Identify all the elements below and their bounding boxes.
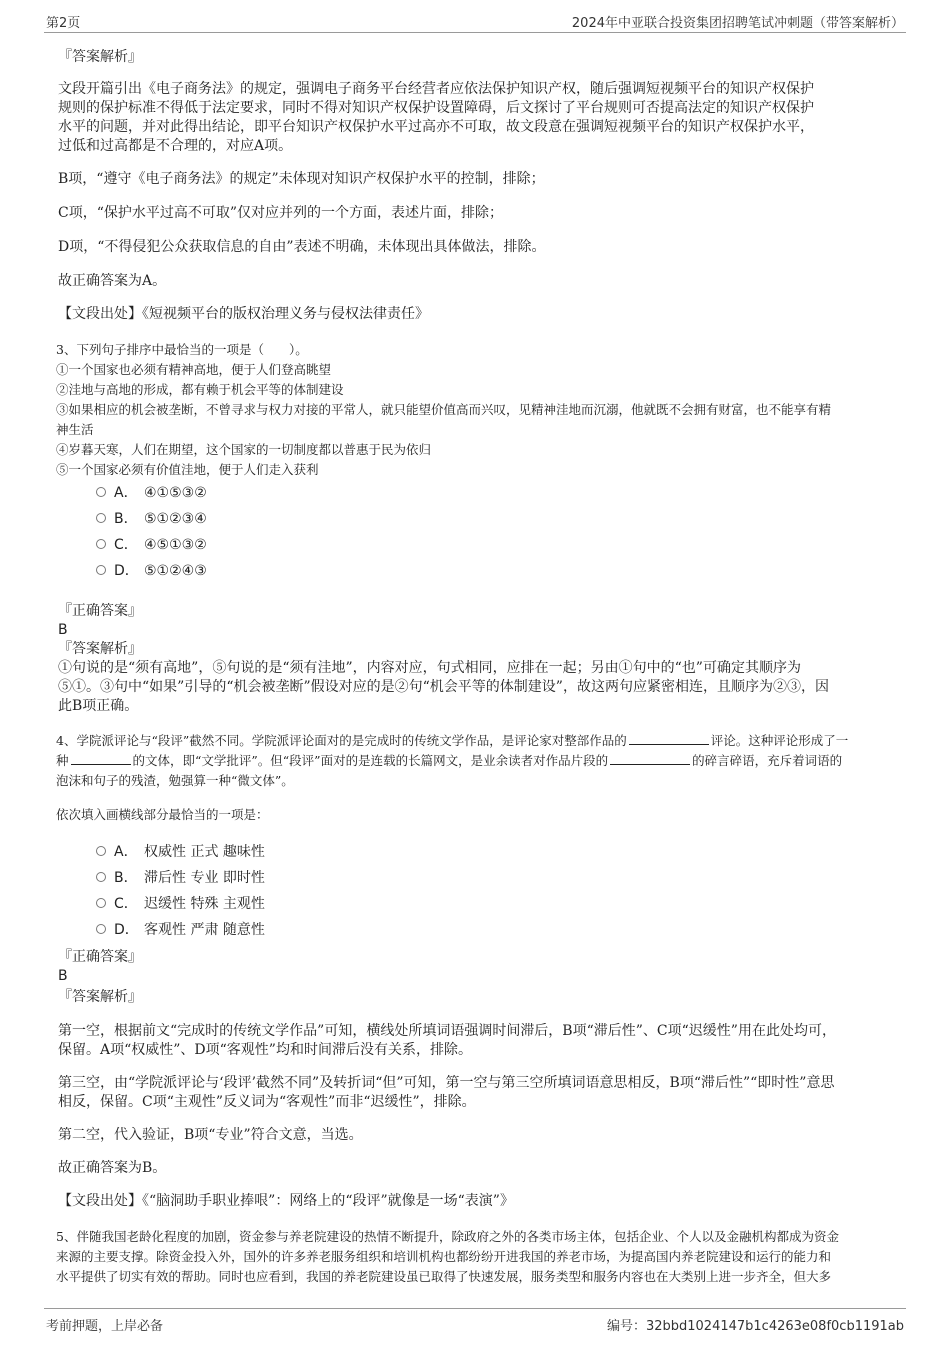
q4-analysis-paragraph-1: 第一空，根据前文“完成时的传统文学作品”可知，横线处所填词语强调时间滞后，B项“滞后性”、C项“迟缓性”用在此处均可， 保留。A项“权威性”、D项“客观性”均和时间滞后没有关系，排除。 — [58, 1023, 836, 1058]
q4-prompt: 依次填入画横线部分最恰当的一项是： — [56, 807, 269, 822]
q5-line-3: 水平提供了切实有效的帮助。同时也应看到，我国的养老院建设虽已取得了快速发展，服务类型和服务内容也在大类别上进一步齐全，但大多 — [56, 1269, 832, 1284]
q4-option-b[interactable]: B． 滞后性 专业 即时性 — [96, 868, 265, 888]
q5-line-1: 5、伴随我国老龄化程度的加剧，资金参与养老院建设的热情不断提升，除政府之外的各类市场主体，包括企业、个人以及金融机构都成为资金 — [56, 1229, 839, 1244]
q2-option-d-analysis: D项，“不得侵犯公众获取信息的自由”表述不明确，未体现出具体做法，排除。 — [58, 239, 546, 255]
blank-1 — [629, 732, 709, 745]
q3-answer-label: 『正确答案』 — [58, 603, 142, 619]
q4-option-c[interactable]: C． 迟缓性 特殊 主观性 — [96, 894, 265, 914]
q2-analysis-line-2: 规则的保护标准不得低于法定要求，同时不得对知识产权保护设置障碍，后文探讨了平台规则可否提高法定的知识产权保护 — [58, 100, 814, 116]
q4-conclusion: 故正确答案为B。 — [58, 1160, 167, 1176]
q4-stem: 4、学院派评论与“段评”截然不同。学院派评论面对的是完成时的传统文学作品，是评论家对整部作品的 评论。这种评论形成了一 种 的文体，即“文学批评”。但“段评”面对的是连载的长篇网文，是业余读者对作品片段的 的碎言碎语，充斥着词语的 泡沫和句子的残渣，勉强算一种“微文体”。 — [56, 733, 849, 788]
q3-analysis-line-1: ①句说的是“须有高地”，⑤句说的是“须有洼地”，内容对应，句式相同，应排在一起；另由①句中的“也”可确定其顺序为 — [58, 660, 801, 676]
q3-sentence-1: ①一个国家也必须有精神高地，便于人们登高眺望 — [56, 362, 332, 377]
radio-icon[interactable] — [96, 487, 106, 497]
q3-sentence-2: ②洼地与高地的形成，都有赖于机会平等的体制建设 — [56, 382, 344, 397]
q4-analysis-paragraph-3: 第二空，代入验证，B项“专业”符合文意，当选。 — [58, 1127, 363, 1143]
page-footer — [44, 1308, 906, 1335]
q3-analysis-label: 『答案解析』 — [58, 641, 142, 657]
q2-option-b-analysis: B项，“遵守《电子商务法》的规定”未体现对知识产权保护水平的控制，排除； — [58, 171, 545, 187]
page-number: 第2页 — [46, 16, 81, 31]
footer-slogan: 考前押题，上岸必备 — [46, 1319, 164, 1334]
q3-option-a[interactable]: A． ④①⑤③② — [96, 483, 207, 503]
q3-sentence-5: ⑤一个国家必须有价值洼地，便于人们走入获利 — [56, 462, 319, 477]
q2-analysis-line-3: 水平的问题，并对此得出结论，即平台知识产权保护水平过高亦不可取，故文段意在强调短视频平台的知识产权保护水平， — [58, 119, 814, 135]
radio-icon[interactable] — [96, 539, 106, 549]
radio-icon[interactable] — [96, 846, 106, 856]
document-code: 编号：32bbd1024147b1c4263e08f0cb1191ab — [606, 1319, 904, 1334]
q4-analysis-paragraph-2: 第三空，由“学院派评论与‘段评’截然不同”及转折词“但”可知，第一空与第三空所填词语意思相反，B项“滞后性”“即时性”意思 相反，保留。C项“主观性”反义词为“客观性”而非“迟缓性”，排除。 — [58, 1075, 835, 1110]
q3-option-c[interactable]: C． ④⑤①③② — [96, 535, 207, 555]
q4-analysis-label: 『答案解析』 — [58, 989, 142, 1005]
q2-analysis-paragraph — [58, 80, 814, 156]
q3-sentence-3: ③如果相应的机会被垄断，不曾寻求与权力对接的平常人，就只能望价值高而兴叹，见精神洼地而沉溺，他就既不会拥有财富，也不能享有精 — [56, 402, 832, 417]
q3-answer: B — [58, 622, 68, 638]
q3-option-b[interactable]: B． ⑤①②③④ — [96, 509, 207, 529]
q2-conclusion: 故正确答案为A。 — [58, 273, 167, 289]
q2-analysis-line-1: 文段开篇引出《电子商务法》的规定，强调电子商务平台经营者应依法保护知识产权，随后强调短视频平台的知识产权保护 — [58, 81, 814, 97]
q3-option-d[interactable]: D． ⑤①②④③ — [96, 561, 207, 581]
q3-analysis-line-3: 此B项正确。 — [58, 698, 139, 714]
q4-source: 【文段出处】《“脑洞助手职业捧哏”：网络上的“段评”就像是一场“表演”》 — [58, 1193, 514, 1209]
q2-analysis-label: 『答案解析』 — [58, 49, 142, 65]
q5-stem — [56, 1227, 839, 1287]
radio-icon[interactable] — [96, 565, 106, 575]
radio-icon[interactable] — [96, 898, 106, 908]
q2-option-c-analysis: C项，“保护水平过高不可取”仅对应并列的一个方面，表述片面，排除； — [58, 205, 504, 221]
q2-source: 【文段出处】《短视频平台的版权治理义务与侵权法律责任》 — [58, 306, 429, 322]
radio-icon[interactable] — [96, 924, 106, 934]
q4-option-d[interactable]: D． 客观性 严肃 随意性 — [96, 920, 265, 940]
q3-stem: 3、下列句子排序中最恰当的一项是（ ）。 — [56, 342, 308, 357]
blank-2 — [71, 752, 131, 765]
q2-analysis-line-4: 过低和过高都是不合理的，对应A项。 — [58, 138, 293, 154]
q4-option-a[interactable]: A． 权威性 正式 趣味性 — [96, 842, 265, 862]
q3-analysis-line-2: ⑤①。③句中“如果”引导的“机会被垄断”假设对应的是②句“机会平等的体制建设”，故这两句应紧密相连，且顺序为②③，因 — [58, 679, 829, 695]
document-title: 2024年中亚联合投资集团招聘笔试冲刺题（带答案解析） — [571, 16, 904, 31]
page-header — [44, 10, 906, 33]
q3-sentence-4: ④岁暮天寒，人们在期望，这个国家的一切制度都以普惠于民为依归 — [56, 442, 432, 457]
blank-3 — [610, 752, 690, 765]
radio-icon[interactable] — [96, 872, 106, 882]
q4-answer: B — [58, 968, 68, 984]
radio-icon[interactable] — [96, 513, 106, 523]
q5-line-2: 来源的主要支撑。除资金投入外，国外的许多养老服务组织和培训机构也都纷纷开进我国的养老市场，为提高国内养老院建设和运行的能力和 — [56, 1249, 832, 1264]
q3-sentence-3-cont: 神生活 — [56, 422, 94, 437]
q4-answer-label: 『正确答案』 — [58, 949, 142, 965]
q3-analysis — [58, 659, 829, 716]
